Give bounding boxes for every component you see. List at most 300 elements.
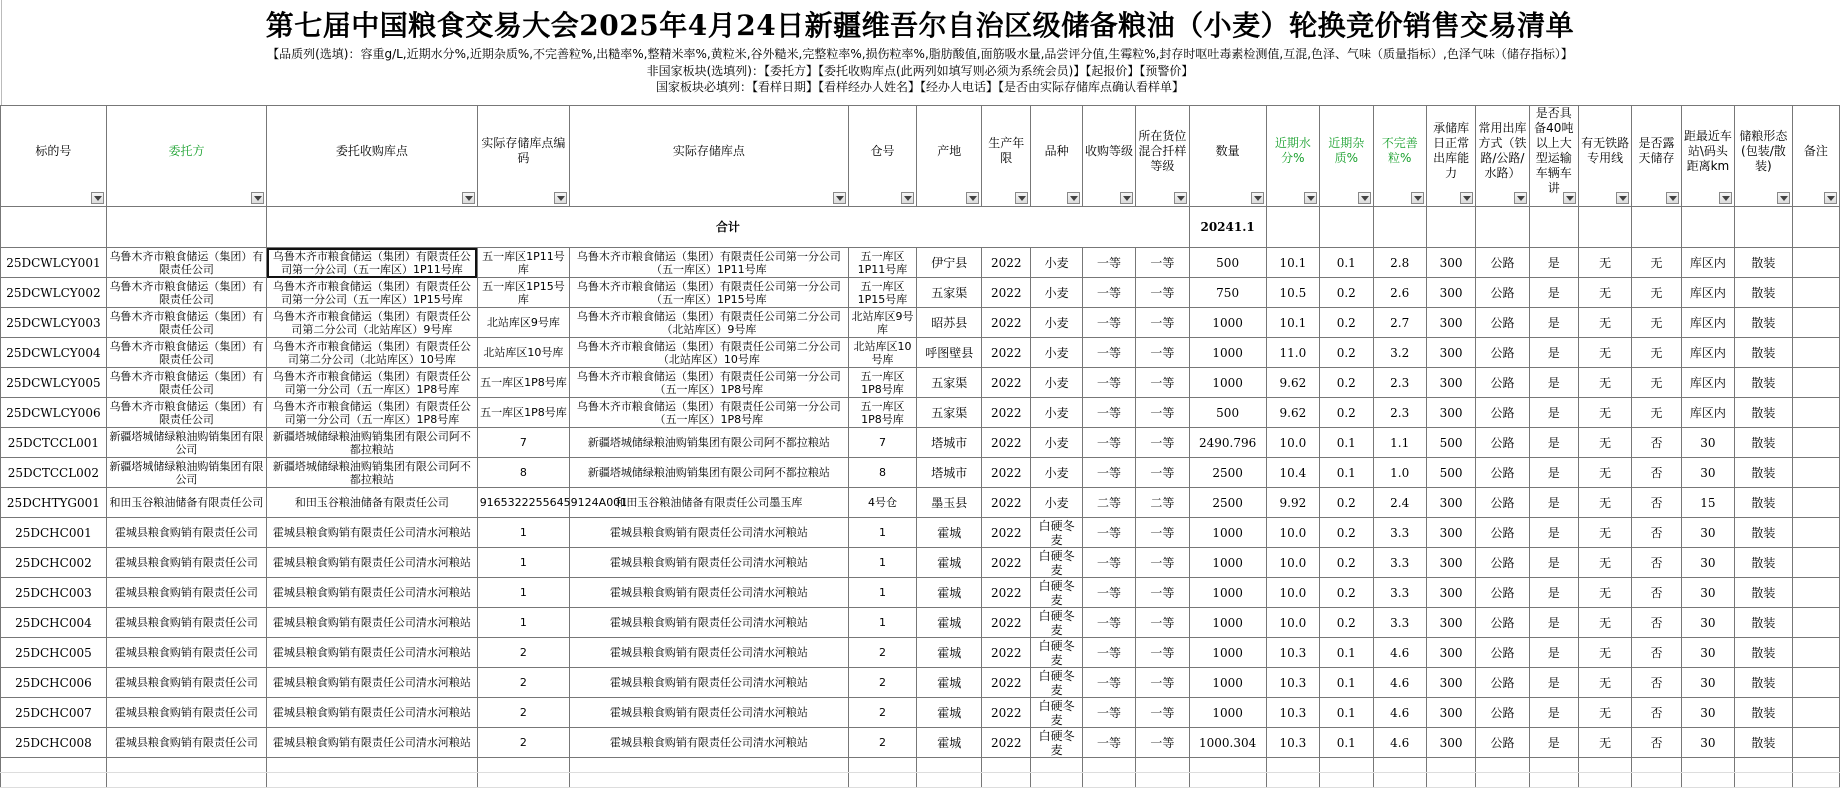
empty-cell[interactable]	[1426, 773, 1475, 788]
table-cell[interactable]: 乌鲁木齐市粮食储运（集团）有限责任公司	[106, 308, 266, 338]
table-cell[interactable]: 霍城县粮食购销有限责任公司清水河粮站	[267, 578, 478, 608]
table-cell[interactable]: 25DCHC008	[1, 728, 107, 758]
total-value[interactable]: 20241.1	[1189, 207, 1266, 248]
cell[interactable]	[1476, 207, 1529, 248]
table-cell[interactable]: 2.3	[1373, 368, 1426, 398]
table-cell[interactable]: 北站库区9号库	[848, 308, 917, 338]
table-cell[interactable]: 9.62	[1266, 368, 1319, 398]
table-cell[interactable]: 0.2	[1320, 488, 1373, 518]
table-cell[interactable]: 塔城市	[917, 428, 982, 458]
table-cell[interactable]: 否	[1632, 698, 1681, 728]
filter-dropdown-icon[interactable]	[1719, 192, 1732, 204]
table-cell[interactable]	[1792, 248, 1839, 278]
table-cell[interactable]: 无	[1578, 338, 1631, 368]
table-cell[interactable]: 2022	[982, 518, 1031, 548]
table-cell[interactable]: 是	[1529, 458, 1578, 488]
table-cell[interactable]	[1792, 608, 1839, 638]
table-cell[interactable]: 无	[1578, 728, 1631, 758]
table-cell[interactable]: 2	[477, 698, 569, 728]
filter-dropdown-icon[interactable]	[1824, 192, 1837, 204]
table-cell[interactable]: 霍城县粮食购销有限责任公司	[106, 728, 266, 758]
table-cell[interactable]: 2500	[1189, 488, 1266, 518]
column-header[interactable]	[1082, 106, 1135, 207]
table-cell[interactable]: 300	[1426, 338, 1475, 368]
table-cell[interactable]: 无	[1632, 338, 1681, 368]
table-cell[interactable]: 30	[1681, 428, 1734, 458]
table-cell[interactable]: 2022	[982, 308, 1031, 338]
empty-cell[interactable]	[917, 773, 982, 788]
table-cell[interactable]: 五一库区1P8号库	[848, 398, 917, 428]
table-cell[interactable]: 500	[1189, 398, 1266, 428]
column-header[interactable]	[1792, 106, 1839, 207]
table-cell[interactable]	[1792, 548, 1839, 578]
table-cell[interactable]: 10.3	[1266, 668, 1319, 698]
filter-dropdown-icon[interactable]	[1120, 192, 1133, 204]
empty-cell[interactable]	[1792, 758, 1839, 773]
table-cell[interactable]: 15	[1681, 488, 1734, 518]
column-header[interactable]	[1136, 106, 1189, 207]
filter-dropdown-icon[interactable]	[1563, 192, 1576, 204]
table-cell[interactable]: 无	[1578, 608, 1631, 638]
filter-dropdown-icon[interactable]	[1304, 192, 1317, 204]
table-cell[interactable]: 和田玉谷粮油储备有限责任公司	[267, 488, 478, 518]
table-cell[interactable]: 一等	[1136, 668, 1189, 698]
table-cell[interactable]: 散装	[1735, 338, 1793, 368]
table-cell[interactable]: 1	[477, 578, 569, 608]
table-cell[interactable]: 五家渠	[917, 368, 982, 398]
table-cell[interactable]: 1000	[1189, 668, 1266, 698]
table-cell[interactable]: 10.3	[1266, 728, 1319, 758]
table-cell[interactable]: 2022	[982, 398, 1031, 428]
table-cell[interactable]: 无	[1578, 368, 1631, 398]
table-cell[interactable]	[1792, 728, 1839, 758]
table-cell[interactable]: 30	[1681, 728, 1734, 758]
table-cell[interactable]: 散装	[1735, 638, 1793, 668]
table-cell[interactable]: 9.92	[1266, 488, 1319, 518]
table-cell[interactable]: 新疆塔城储绿粮油购销集团有限公司阿不都拉粮站	[570, 428, 848, 458]
table-cell[interactable]: 300	[1426, 308, 1475, 338]
table-cell[interactable]: 散装	[1735, 278, 1793, 308]
table-cell[interactable]	[1792, 488, 1839, 518]
table-cell[interactable]: 25DCHC006	[1, 668, 107, 698]
empty-cell[interactable]	[1426, 758, 1475, 773]
table-cell[interactable]: 霍城	[917, 638, 982, 668]
table-cell[interactable]: 30	[1681, 518, 1734, 548]
table-cell[interactable]: 300	[1426, 368, 1475, 398]
table-cell[interactable]: 五一库区1P8号库	[477, 398, 569, 428]
table-cell[interactable]: 乌鲁木齐市粮食储运（集团）有限责任公司第一分公司（五一库区）1P11号库	[570, 248, 848, 278]
table-cell[interactable]: 无	[1632, 368, 1681, 398]
table-cell[interactable]: 2.3	[1373, 398, 1426, 428]
table-cell[interactable]: 2	[848, 698, 917, 728]
table-cell[interactable]: 散装	[1735, 428, 1793, 458]
table-cell[interactable]: 一等	[1136, 458, 1189, 488]
table-cell[interactable]: 公路	[1476, 518, 1529, 548]
table-cell[interactable]: 是	[1529, 488, 1578, 518]
empty-cell[interactable]	[1735, 758, 1793, 773]
table-cell[interactable]: 乌鲁木齐市粮食储运（集团）有限责任公司	[106, 338, 266, 368]
table-cell[interactable]: 1	[477, 608, 569, 638]
table-cell[interactable]: 2.4	[1373, 488, 1426, 518]
table-cell[interactable]: 乌鲁木齐市粮食储运（集团）有限责任公司第一分公司（五一库区）1P15号库	[267, 278, 478, 308]
table-cell[interactable]: 库区内	[1681, 338, 1734, 368]
table-cell[interactable]: 是	[1529, 548, 1578, 578]
column-header[interactable]	[917, 106, 982, 207]
table-cell[interactable]: 10.1	[1266, 308, 1319, 338]
table-cell[interactable]: 霍城	[917, 608, 982, 638]
empty-cell[interactable]	[1136, 758, 1189, 773]
table-cell[interactable]: 25DCHC004	[1, 608, 107, 638]
table-cell[interactable]: 0.1	[1320, 728, 1373, 758]
table-cell[interactable]: 7	[477, 428, 569, 458]
table-cell[interactable]: 一等	[1136, 428, 1189, 458]
table-cell[interactable]: 乌鲁木齐市粮食储运（集团）有限责任公司第一分公司（五一库区）1P11号库	[267, 248, 478, 278]
cell[interactable]	[1, 207, 107, 248]
table-cell[interactable]	[1792, 458, 1839, 488]
table-cell[interactable]: 否	[1632, 428, 1681, 458]
filter-dropdown-icon[interactable]	[1174, 192, 1187, 204]
table-cell[interactable]: 0.2	[1320, 398, 1373, 428]
table-cell[interactable]: 霍城县粮食购销有限责任公司清水河粮站	[267, 668, 478, 698]
table-cell[interactable]: 否	[1632, 488, 1681, 518]
table-cell[interactable]: 无	[1578, 638, 1631, 668]
table-cell[interactable]: 公路	[1476, 638, 1529, 668]
table-cell[interactable]: 乌鲁木齐市粮食储运（集团）有限责任公司	[106, 368, 266, 398]
table-cell[interactable]: 库区内	[1681, 308, 1734, 338]
table-cell[interactable]: 是	[1529, 248, 1578, 278]
table-cell[interactable]: 3.3	[1373, 578, 1426, 608]
empty-cell[interactable]	[1189, 758, 1266, 773]
table-cell[interactable]: 霍城	[917, 548, 982, 578]
table-cell[interactable]: 1000	[1189, 308, 1266, 338]
table-cell[interactable]: 2.8	[1373, 248, 1426, 278]
table-cell[interactable]: 小麦	[1031, 278, 1082, 308]
table-cell[interactable]: 一等	[1082, 278, 1135, 308]
cell[interactable]	[1373, 207, 1426, 248]
table-cell[interactable]: 是	[1529, 308, 1578, 338]
cell[interactable]	[1529, 207, 1578, 248]
empty-cell[interactable]	[1476, 773, 1529, 788]
empty-cell[interactable]	[1082, 773, 1135, 788]
table-cell[interactable]: 7	[848, 428, 917, 458]
table-cell[interactable]: 300	[1426, 578, 1475, 608]
table-cell[interactable]: 否	[1632, 458, 1681, 488]
table-cell[interactable]: 乌鲁木齐市粮食储运（集团）有限责任公司	[106, 398, 266, 428]
table-cell[interactable]: 散装	[1735, 488, 1793, 518]
table-cell[interactable]: 1000	[1189, 638, 1266, 668]
table-cell[interactable]: 0.1	[1320, 428, 1373, 458]
column-header[interactable]	[1476, 106, 1529, 207]
table-cell[interactable]: 25DCHC003	[1, 578, 107, 608]
table-cell[interactable]: 一等	[1136, 548, 1189, 578]
empty-cell[interactable]	[1578, 758, 1631, 773]
table-cell[interactable]: 1000	[1189, 338, 1266, 368]
filter-dropdown-icon[interactable]	[1015, 192, 1028, 204]
table-cell[interactable]: 4.6	[1373, 698, 1426, 728]
table-cell[interactable]: 乌鲁木齐市粮食储运（集团）有限责任公司第二分公司（北站库区）9号库	[570, 308, 848, 338]
table-cell[interactable]: 公路	[1476, 728, 1529, 758]
table-cell[interactable]: 散装	[1735, 458, 1793, 488]
empty-cell[interactable]	[848, 758, 917, 773]
empty-cell[interactable]	[106, 758, 266, 773]
table-cell[interactable]: 无	[1578, 668, 1631, 698]
table-cell[interactable]: 公路	[1476, 398, 1529, 428]
column-header[interactable]	[1529, 106, 1578, 207]
table-cell[interactable]: 8	[848, 458, 917, 488]
empty-cell[interactable]	[1189, 773, 1266, 788]
table-cell[interactable]	[1792, 338, 1839, 368]
table-cell[interactable]	[1792, 578, 1839, 608]
table-cell[interactable]: 墨玉县	[917, 488, 982, 518]
table-cell[interactable]: 一等	[1136, 248, 1189, 278]
table-cell[interactable]: 一等	[1136, 698, 1189, 728]
cell[interactable]	[1266, 207, 1319, 248]
table-cell[interactable]: 300	[1426, 668, 1475, 698]
table-cell[interactable]: 25DCHC007	[1, 698, 107, 728]
table-cell[interactable]: 2022	[982, 458, 1031, 488]
table-cell[interactable]: 一等	[1136, 338, 1189, 368]
empty-cell[interactable]	[570, 773, 848, 788]
table-cell[interactable]: 新疆塔城储绿粮油购销集团有限公司	[106, 428, 266, 458]
table-cell[interactable]: 2022	[982, 698, 1031, 728]
filter-dropdown-icon[interactable]	[554, 192, 567, 204]
column-header[interactable]	[267, 106, 478, 207]
empty-cell[interactable]	[982, 758, 1031, 773]
cell[interactable]	[106, 207, 266, 248]
table-cell[interactable]: 霍城县粮食购销有限责任公司清水河粮站	[267, 638, 478, 668]
column-header[interactable]	[1266, 106, 1319, 207]
table-cell[interactable]: 500	[1426, 428, 1475, 458]
column-header[interactable]	[982, 106, 1031, 207]
table-cell[interactable]: 五家渠	[917, 278, 982, 308]
table-cell[interactable]: 是	[1529, 608, 1578, 638]
table-cell[interactable]: 30	[1681, 698, 1734, 728]
table-cell[interactable]: 白硬冬麦	[1031, 638, 1082, 668]
filter-dropdown-icon[interactable]	[1411, 192, 1424, 204]
table-cell[interactable]: 小麦	[1031, 308, 1082, 338]
table-cell[interactable]	[1792, 428, 1839, 458]
table-cell[interactable]: 2	[848, 728, 917, 758]
table-cell[interactable]	[1792, 368, 1839, 398]
cell[interactable]	[1792, 207, 1839, 248]
filter-dropdown-icon[interactable]	[1067, 192, 1080, 204]
column-header[interactable]	[1031, 106, 1082, 207]
table-cell[interactable]: 乌鲁木齐市粮食储运（集团）有限责任公司第一分公司（五一库区）1P8号库	[570, 368, 848, 398]
empty-cell[interactable]	[477, 773, 569, 788]
column-header[interactable]	[1632, 106, 1681, 207]
table-cell[interactable]: 散装	[1735, 368, 1793, 398]
table-cell[interactable]: 霍城县粮食购销有限责任公司清水河粮站	[570, 638, 848, 668]
table-cell[interactable]: 300	[1426, 488, 1475, 518]
column-header[interactable]	[106, 106, 266, 207]
table-cell[interactable]: 一等	[1082, 248, 1135, 278]
table-cell[interactable]: 霍城县粮食购销有限责任公司清水河粮站	[570, 698, 848, 728]
table-cell[interactable]: 一等	[1136, 608, 1189, 638]
table-cell[interactable]	[1792, 278, 1839, 308]
table-cell[interactable]	[1792, 698, 1839, 728]
table-cell[interactable]: 10.0	[1266, 518, 1319, 548]
column-header[interactable]	[1, 106, 107, 207]
filter-dropdown-icon[interactable]	[833, 192, 846, 204]
empty-cell[interactable]	[1373, 773, 1426, 788]
empty-cell[interactable]	[1529, 773, 1578, 788]
empty-cell[interactable]	[570, 758, 848, 773]
empty-cell[interactable]	[1320, 773, 1373, 788]
table-cell[interactable]: 五一库区1P8号库	[477, 368, 569, 398]
table-cell[interactable]: 2	[848, 668, 917, 698]
filter-dropdown-icon[interactable]	[966, 192, 979, 204]
table-cell[interactable]: 白硬冬麦	[1031, 728, 1082, 758]
table-cell[interactable]: 乌鲁木齐市粮食储运（集团）有限责任公司第二分公司（北站库区）10号库	[570, 338, 848, 368]
table-cell[interactable]: 小麦	[1031, 398, 1082, 428]
table-cell[interactable]: 1000	[1189, 518, 1266, 548]
table-cell[interactable]: 一等	[1136, 368, 1189, 398]
empty-cell[interactable]	[1320, 758, 1373, 773]
filter-dropdown-icon[interactable]	[1777, 192, 1790, 204]
table-cell[interactable]: 2	[848, 638, 917, 668]
cell[interactable]	[1426, 207, 1475, 248]
column-header[interactable]	[1320, 106, 1373, 207]
table-cell[interactable]: 30	[1681, 608, 1734, 638]
table-cell[interactable]: 无	[1578, 398, 1631, 428]
table-cell[interactable]: 8	[477, 458, 569, 488]
table-cell[interactable]: 五一库区1P8号库	[848, 368, 917, 398]
table-cell[interactable]: 25DCHC001	[1, 518, 107, 548]
table-cell[interactable]: 小麦	[1031, 428, 1082, 458]
table-cell[interactable]: 一等	[1082, 518, 1135, 548]
table-cell[interactable]: 散装	[1735, 548, 1793, 578]
table-cell[interactable]: 4.6	[1373, 638, 1426, 668]
table-cell[interactable]: 无	[1578, 548, 1631, 578]
table-cell[interactable]: 1	[477, 518, 569, 548]
table-cell[interactable]: 25DCHC005	[1, 638, 107, 668]
table-cell[interactable]: 霍城县粮食购销有限责任公司	[106, 578, 266, 608]
table-cell[interactable]: 乌鲁木齐市粮食储运（集团）有限责任公司第一分公司（五一库区）1P8号库	[267, 398, 478, 428]
table-cell[interactable]: 一等	[1136, 398, 1189, 428]
table-cell[interactable]: 300	[1426, 608, 1475, 638]
table-cell[interactable]: 否	[1632, 638, 1681, 668]
table-cell[interactable]: 2022	[982, 368, 1031, 398]
table-cell[interactable]: 1	[848, 548, 917, 578]
table-cell[interactable]: 300	[1426, 698, 1475, 728]
table-cell[interactable]: 公路	[1476, 488, 1529, 518]
empty-cell[interactable]	[1632, 773, 1681, 788]
column-header[interactable]	[1189, 106, 1266, 207]
table-cell[interactable]: 0.2	[1320, 608, 1373, 638]
empty-cell[interactable]	[1681, 758, 1734, 773]
table-cell[interactable]: 25DCHTYG001	[1, 488, 107, 518]
table-cell[interactable]	[1792, 638, 1839, 668]
table-cell[interactable]: 霍城县粮食购销有限责任公司	[106, 608, 266, 638]
empty-cell[interactable]	[267, 758, 478, 773]
table-cell[interactable]: 北站库区10号库	[477, 338, 569, 368]
table-cell[interactable]: 北站库区9号库	[477, 308, 569, 338]
table-cell[interactable]: 乌鲁木齐市粮食储运（集团）有限责任公司第一分公司（五一库区）1P15号库	[570, 278, 848, 308]
table-cell[interactable]: 4.6	[1373, 668, 1426, 698]
table-cell[interactable]: 公路	[1476, 338, 1529, 368]
table-cell[interactable]: 无	[1578, 488, 1631, 518]
empty-cell[interactable]	[1792, 773, 1839, 788]
table-cell[interactable]: 五家渠	[917, 398, 982, 428]
table-cell[interactable]: 霍城县粮食购销有限责任公司清水河粮站	[570, 518, 848, 548]
table-cell[interactable]: 新疆塔城储绿粮油购销集团有限公司阿不都拉粮站	[267, 428, 478, 458]
table-cell[interactable]: 4号仓	[848, 488, 917, 518]
table-cell[interactable]: 霍城县粮食购销有限责任公司清水河粮站	[267, 608, 478, 638]
table-cell[interactable]: 呼图壁县	[917, 338, 982, 368]
table-cell[interactable]: 1000	[1189, 548, 1266, 578]
column-header[interactable]	[1735, 106, 1793, 207]
filter-dropdown-icon[interactable]	[1616, 192, 1629, 204]
table-cell[interactable]: 无	[1632, 308, 1681, 338]
table-cell[interactable]: 是	[1529, 278, 1578, 308]
table-cell[interactable]: 是	[1529, 398, 1578, 428]
table-cell[interactable]: 1	[848, 608, 917, 638]
table-cell[interactable]: 公路	[1476, 278, 1529, 308]
table-cell[interactable]: 2022	[982, 278, 1031, 308]
table-cell[interactable]: 白硬冬麦	[1031, 518, 1082, 548]
filter-dropdown-icon[interactable]	[1251, 192, 1264, 204]
table-cell[interactable]: 新疆塔城储绿粮油购销集团有限公司	[106, 458, 266, 488]
table-cell[interactable]: 25DCTCCL002	[1, 458, 107, 488]
table-cell[interactable]	[1792, 518, 1839, 548]
table-cell[interactable]: 小麦	[1031, 488, 1082, 518]
table-cell[interactable]: 一等	[1136, 638, 1189, 668]
empty-cell[interactable]	[1136, 773, 1189, 788]
table-cell[interactable]: 10.0	[1266, 548, 1319, 578]
table-cell[interactable]: 和田玉谷粮油储备有限责任公司	[106, 488, 266, 518]
table-cell[interactable]: 10.0	[1266, 428, 1319, 458]
filter-dropdown-icon[interactable]	[1460, 192, 1473, 204]
table-cell[interactable]: 霍城县粮食购销有限责任公司	[106, 698, 266, 728]
table-cell[interactable]: 五一库区1P15号库	[477, 278, 569, 308]
table-cell[interactable]: 2022	[982, 338, 1031, 368]
table-cell[interactable]: 是	[1529, 728, 1578, 758]
table-cell[interactable]: 无	[1578, 518, 1631, 548]
table-cell[interactable]: 0.1	[1320, 698, 1373, 728]
table-cell[interactable]: 10.4	[1266, 458, 1319, 488]
table-cell[interactable]: 库区内	[1681, 368, 1734, 398]
table-cell[interactable]: 白硬冬麦	[1031, 608, 1082, 638]
table-cell[interactable]: 霍城县粮食购销有限责任公司清水河粮站	[570, 728, 848, 758]
table-cell[interactable]: 3.3	[1373, 548, 1426, 578]
table-cell[interactable]: 五一库区1P15号库	[848, 278, 917, 308]
empty-cell[interactable]	[1735, 773, 1793, 788]
empty-cell[interactable]	[1681, 773, 1734, 788]
table-cell[interactable]: 白硬冬麦	[1031, 578, 1082, 608]
empty-cell[interactable]	[1529, 758, 1578, 773]
table-cell[interactable]: 2022	[982, 578, 1031, 608]
table-cell[interactable]: 25DCWLCY005	[1, 368, 107, 398]
table-cell[interactable]: 10.3	[1266, 638, 1319, 668]
table-cell[interactable]: 一等	[1136, 278, 1189, 308]
table-cell[interactable]: 公路	[1476, 458, 1529, 488]
table-cell[interactable]: 一等	[1082, 668, 1135, 698]
table-cell[interactable]: 散装	[1735, 398, 1793, 428]
table-cell[interactable]: 昭苏县	[917, 308, 982, 338]
table-cell[interactable]: 2022	[982, 428, 1031, 458]
table-cell[interactable]: 2.7	[1373, 308, 1426, 338]
table-cell[interactable]: 11.0	[1266, 338, 1319, 368]
table-cell[interactable]: 25DCWLCY006	[1, 398, 107, 428]
table-cell[interactable]: 无	[1578, 698, 1631, 728]
table-cell[interactable]: 30	[1681, 638, 1734, 668]
table-cell[interactable]: 300	[1426, 278, 1475, 308]
cell[interactable]	[1681, 207, 1734, 248]
empty-cell[interactable]	[917, 758, 982, 773]
table-cell[interactable]: 是	[1529, 578, 1578, 608]
table-cell[interactable]: 一等	[1082, 698, 1135, 728]
cell[interactable]	[1320, 207, 1373, 248]
